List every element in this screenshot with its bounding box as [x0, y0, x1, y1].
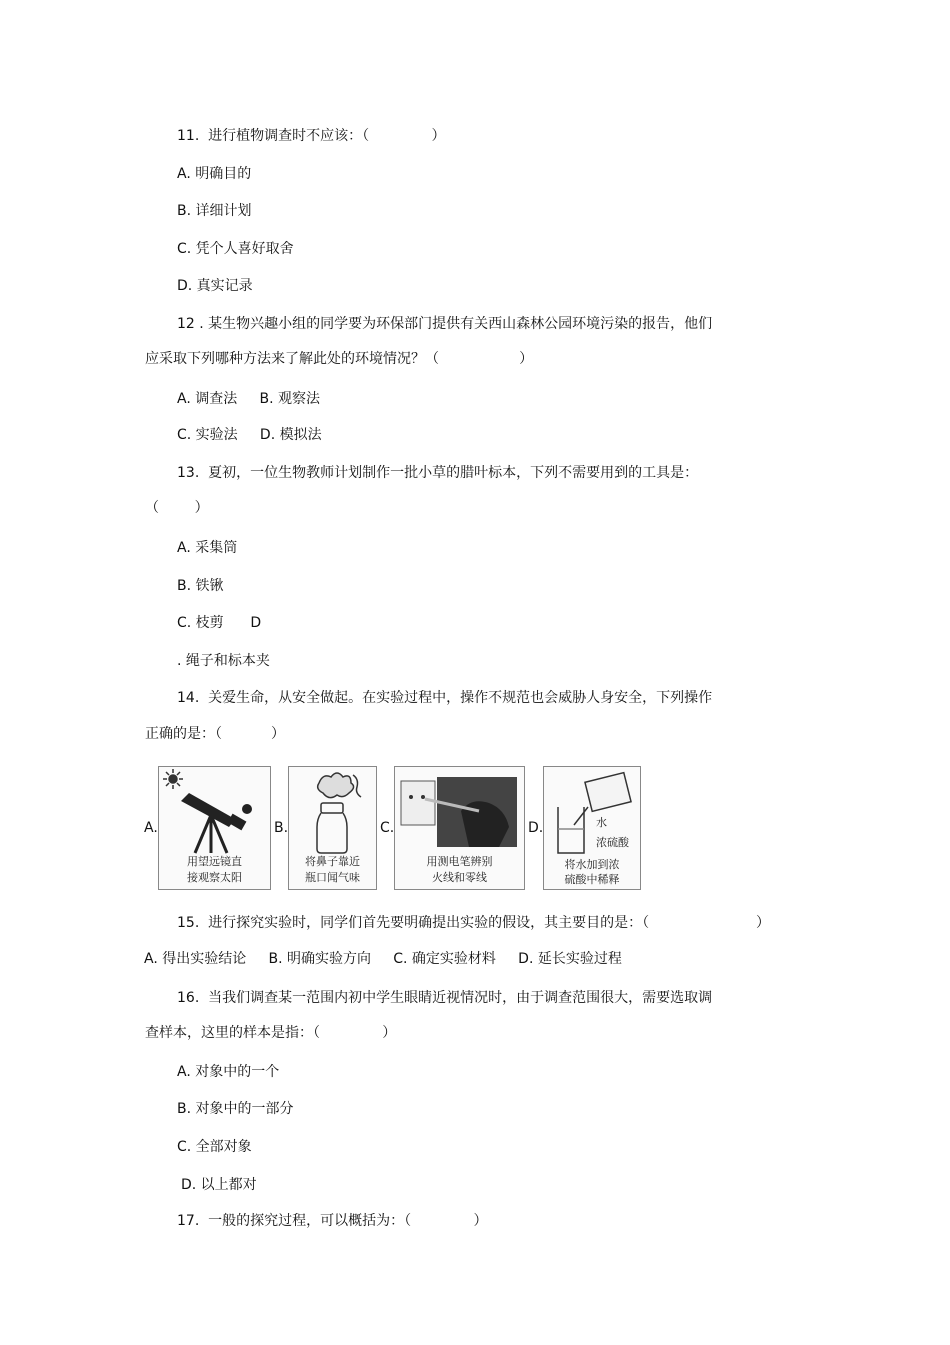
q16-option-a: A. 对象中的一个: [177, 1064, 280, 1080]
q12-stem-line2: 应采取下列哪种方法来了解此处的环境情况？（ ）: [145, 351, 534, 367]
q16-option-c: C. 全部对象: [177, 1139, 252, 1155]
q13-stem-line1: 13. 夏初，一位生物教师计划制作一批小草的腊叶标本，下列不需要用到的工具是：: [177, 465, 699, 481]
q11-option-a: A. 明确目的: [177, 166, 252, 182]
q14-option-a-caption-line2: 接观察太阳: [187, 871, 242, 884]
q13-option-d: . 绳子和标本夹: [177, 653, 270, 669]
q13-option-b: B. 铁锹: [177, 578, 224, 594]
q15-options: A. 得出实验结论 B. 明确实验方向 C. 确定实验材料 D. 延长实验过程: [144, 951, 622, 967]
q16-option-b: B. 对象中的一部分: [177, 1101, 294, 1117]
q14-option-c-caption-line2: 火线和零线: [432, 871, 487, 884]
q14-option-d-image: [543, 766, 641, 890]
q12-options-cd: C. 实验法 D. 模拟法: [177, 427, 322, 443]
q14-option-b-image: [288, 766, 377, 890]
q13-option-c: C. 枝剪 D: [177, 615, 262, 631]
q17-stem: 17. 一般的探究过程，可以概括为：（ ）: [177, 1213, 488, 1229]
q12-stem-line1: 12 . 某生物兴趣小组的同学要为环保部门提供有关西山森林公园环境污染的报告，他们: [177, 316, 713, 332]
q14-option-c-caption-line1: 用测电笔辨别: [426, 855, 493, 868]
q11-option-c: C. 凭个人喜好取舍: [177, 241, 294, 257]
q14-option-a-image: [158, 766, 271, 890]
q14-option-b-caption-line2: 瓶口闻气味: [305, 871, 360, 884]
q12-options-ab: A. 调查法 B. 观察法: [177, 391, 320, 407]
q15-stem: 15. 进行探究实验时，同学们首先要明确提出实验的假设，其主要目的是：（ ）: [177, 915, 770, 931]
q14-stem-line1: 14. 关爱生命，从安全做起。在实验过程中，操作不规范也会威胁人身安全，下列操作: [177, 690, 713, 706]
q14-option-d-label-water: 水: [596, 816, 607, 829]
q14-option-c-image: [394, 766, 525, 890]
q16-option-d: D. 以上都对: [181, 1177, 257, 1193]
q14-option-c-letter: C.: [380, 820, 395, 836]
q14-stem-line2: 正确的是：（ ）: [145, 726, 285, 742]
q14-option-d-label-acid: 浓硫酸: [596, 836, 629, 849]
q16-stem-line1: 16. 当我们调查某一范围内初中学生眼睛近视情况时，由于调查范围很大，需要选取调: [177, 990, 713, 1006]
q14-option-b-letter: B.: [274, 820, 289, 836]
q16-stem-line2: 查样本，这里的样本是指：（ ）: [145, 1025, 397, 1041]
q14-option-a-letter: A.: [144, 820, 158, 836]
q11-option-b: B. 详细计划: [177, 203, 252, 219]
q14-option-a-caption-line1: 用望远镜直: [187, 855, 242, 868]
q11-stem: 11. 进行植物调查时不应该：（ ）: [177, 128, 446, 144]
q14-option-d-caption-line1: 将水加到浓: [564, 858, 620, 871]
q13-stem-line2: （ ）: [145, 500, 209, 516]
q13-option-a: A. 采集筒: [177, 540, 238, 556]
q14-option-d-letter: D.: [528, 820, 544, 836]
q14-option-d-caption-line2: 硫酸中稀释: [564, 873, 620, 886]
q14-option-b-caption-line1: 将鼻子靠近: [305, 855, 360, 868]
q11-option-d: D. 真实记录: [177, 278, 253, 294]
